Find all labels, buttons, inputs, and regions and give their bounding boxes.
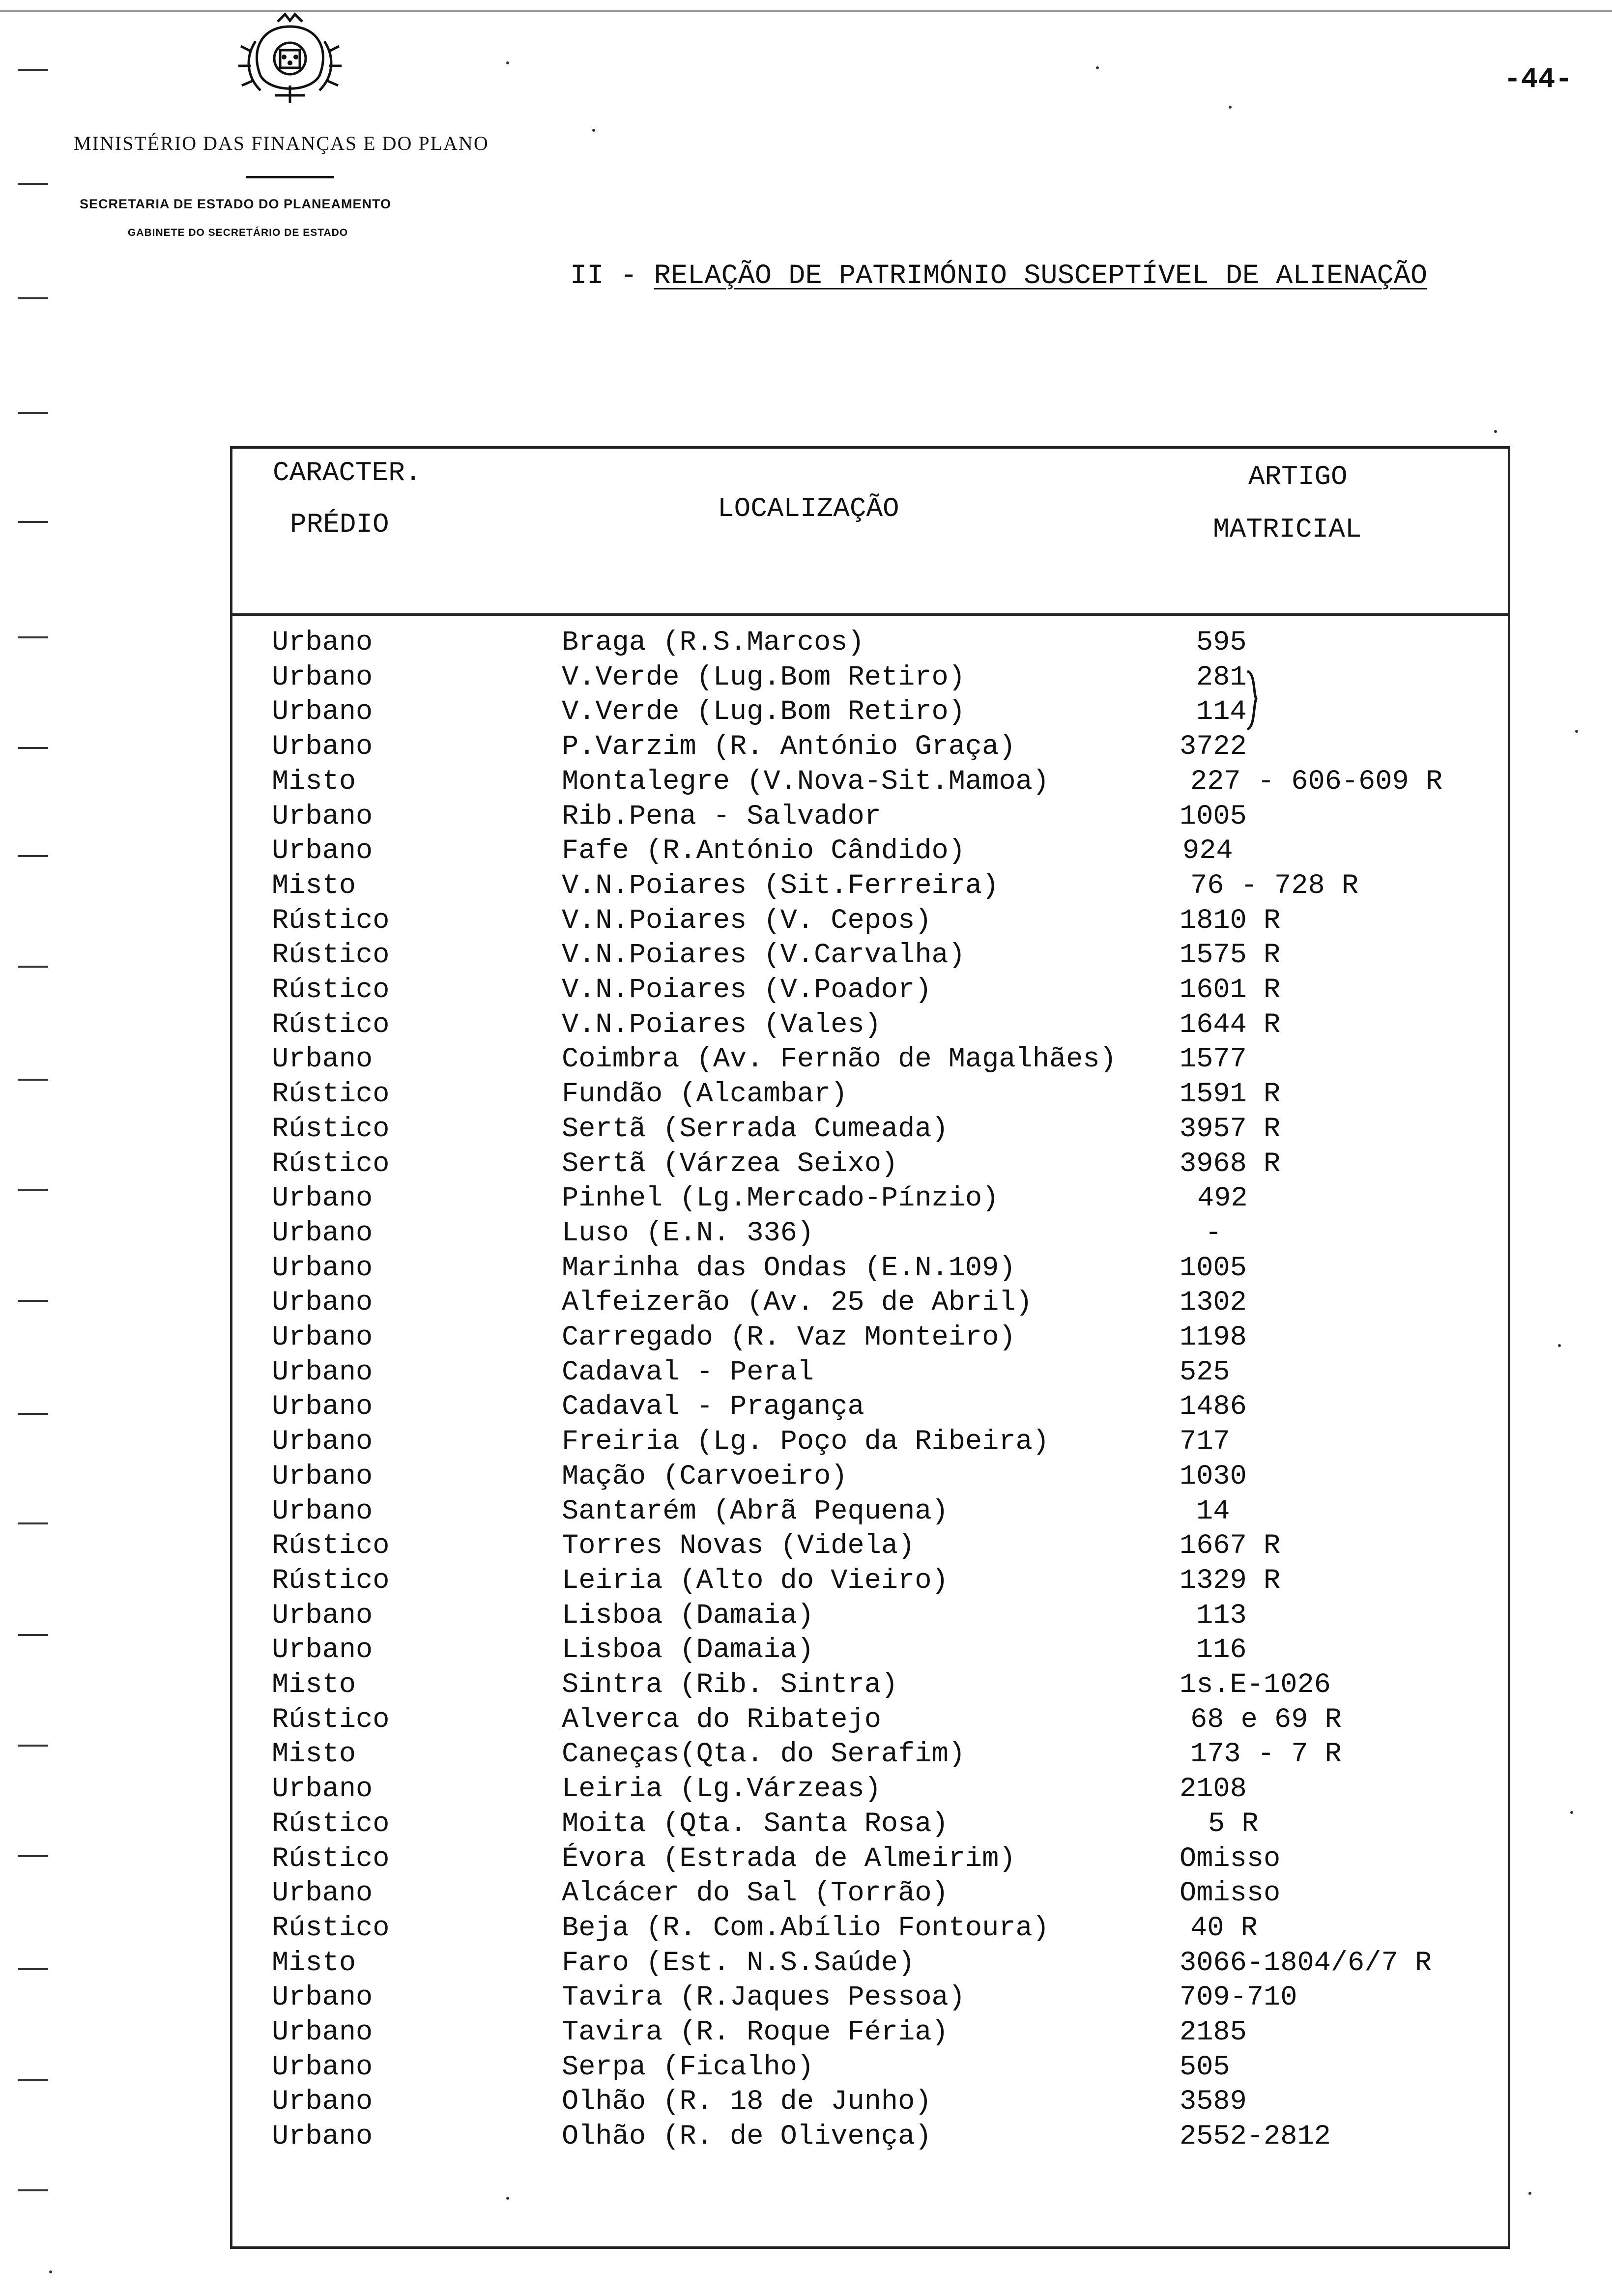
cell-artigo: 1198 [1180,1322,1247,1353]
cell-caracter: Urbano [272,801,373,832]
cell-localizacao: Marinha das Ondas (E.N.109) [562,1253,1016,1284]
cell-artigo: 709-710 [1180,1982,1297,2013]
table-row [0,766,1612,801]
cell-caracter: Rústico [272,1913,390,1944]
table-row [0,1600,1612,1635]
margin-mark [18,2189,48,2191]
cell-caracter: Rústico [272,905,390,937]
cell-localizacao: Santarém (Abrã Pequena) [562,1496,949,1527]
cell-localizacao: Olhão (R. 18 de Junho) [562,2086,932,2118]
section-number: II [570,260,604,292]
cell-localizacao: V.N.Poiares (V. Cepos) [562,905,932,937]
cell-artigo: 116 [1196,1635,1247,1666]
cell-localizacao: Alcácer do Sal (Torrão) [562,1878,949,1909]
table-row [0,2052,1612,2086]
table-row [0,1496,1612,1530]
cell-artigo: 227 - 606-609 R [1190,766,1443,798]
table-row [0,1218,1612,1252]
cell-artigo: 14 [1196,1496,1230,1527]
table-row [0,1739,1612,1773]
table-row [0,1426,1612,1461]
cell-artigo: 1486 [1180,1391,1247,1423]
cell-artigo: 3722 [1180,731,1247,763]
table-row [0,2121,1612,2155]
cell-localizacao: Lisboa (Damaia) [562,1600,814,1632]
table-row [0,1530,1612,1565]
table-row [0,1461,1612,1495]
table-row [0,1669,1612,1704]
cell-artigo: 1005 [1180,1253,1247,1284]
table-row [0,870,1612,905]
cell-localizacao: Serpa (Ficalho) [562,2052,814,2083]
cell-artigo: 281 [1196,662,1247,693]
cell-localizacao: Coimbra (Av. Fernão de Magalhães) [562,1044,1117,1075]
table-row [0,731,1612,766]
cell-artigo: 5 R [1208,1808,1259,1840]
cell-caracter: Urbano [272,1218,373,1249]
cell-caracter: Urbano [272,2121,373,2152]
cell-artigo: 1667 R [1180,1530,1281,1562]
table-row [0,1565,1612,1600]
table-row [0,1322,1612,1356]
cell-caracter: Urbano [272,1635,373,1666]
cell-artigo: 3957 R [1180,1114,1281,1145]
cell-caracter: Urbano [272,1774,373,1805]
cell-localizacao: Sertã (Várzea Seixo) [562,1148,898,1180]
cell-caracter: Rústico [272,1009,390,1041]
cell-artigo: 173 - 7 R [1190,1739,1342,1770]
cell-localizacao: Lisboa (Damaia) [562,1635,814,1666]
cell-artigo: Omisso [1180,1843,1281,1875]
cell-artigo: 1005 [1180,801,1247,832]
cell-artigo: 3589 [1180,2086,1247,2118]
cell-localizacao: Rib.Pena - Salvador [562,801,881,832]
table-row [0,1982,1612,2016]
column-header-caracter: CARACTER. [273,457,422,488]
cell-localizacao: Beja (R. Com.Abílio Fontoura) [562,1913,1049,1944]
cell-caracter: Rústico [272,1114,390,1145]
table-row [0,1287,1612,1321]
header-divider [246,176,334,178]
cell-localizacao: Caneças(Qta. do Serafim) [562,1739,965,1770]
secretaria-name: SECRETARIA DE ESTADO DO PLANEAMENTO [80,197,392,211]
cell-artigo: 505 [1180,2052,1230,2083]
table-row [0,1357,1612,1391]
cell-artigo: - [1205,1218,1222,1249]
table-row [0,835,1612,870]
scan-speck [1570,1811,1573,1814]
table-row [0,2017,1612,2051]
cell-localizacao: Alfeizerão (Av. 25 de Abril) [562,1287,1033,1319]
scan-speck [1096,66,1099,69]
table-header-divider [230,613,1510,616]
cell-localizacao: Montalegre (V.Nova-Sit.Mamoa) [562,766,1049,798]
cell-artigo: 1030 [1180,1461,1247,1492]
cell-caracter: Urbano [272,1391,373,1423]
scan-speck [506,61,509,64]
ministry-name: MINISTÉRIO DAS FINANÇAS E DO PLANO [74,132,489,154]
cell-caracter: Urbano [272,1982,373,2013]
column-header-matricial: MATRICIAL [1213,514,1362,545]
cell-localizacao: Braga (R.S.Marcos) [562,627,864,659]
margin-mark [18,412,48,414]
cell-caracter: Misto [272,1669,356,1701]
cell-caracter: Misto [272,870,356,902]
cell-localizacao: V.N.Poiares (Vales) [562,1009,881,1041]
cell-caracter: Urbano [272,731,373,763]
coat-of-arms-icon [231,12,349,105]
cell-localizacao: Leiria (Alto do Vieiro) [562,1565,949,1597]
cell-localizacao: Évora (Estrada de Almeirim) [562,1843,1016,1875]
cell-localizacao: V.N.Poiares (Sit.Ferreira) [562,870,999,902]
cell-caracter: Rústico [272,1565,390,1597]
cell-artigo: 3066-1804/6/7 R [1180,1948,1432,1979]
table-row [0,1635,1612,1669]
cell-caracter: Urbano [272,1322,373,1353]
cell-artigo: 2108 [1180,1774,1247,1805]
cell-localizacao: Sintra (Rib. Sintra) [562,1669,898,1701]
cell-artigo: 2185 [1180,2017,1247,2048]
cell-artigo: 1s.E-1026 [1180,1669,1331,1701]
cell-caracter: Urbano [272,1044,373,1075]
cell-caracter: Urbano [272,1426,373,1458]
cell-caracter: Rústico [272,975,390,1006]
cell-caracter: Urbano [272,835,373,867]
cell-localizacao: Freiria (Lg. Poço da Ribeira) [562,1426,1049,1458]
cell-artigo: 525 [1180,1357,1230,1388]
cell-artigo: 114 [1196,696,1247,728]
cell-caracter: Misto [272,766,356,798]
cell-caracter: Rústico [272,1808,390,1840]
cell-artigo: 3968 R [1180,1148,1281,1180]
cell-localizacao: Olhão (R. de Olivença) [562,2121,932,2152]
cell-artigo: 1644 R [1180,1009,1281,1041]
table-row [0,801,1612,835]
scan-speck [506,2197,509,2200]
table-row [0,1808,1612,1843]
cell-artigo: 2552-2812 [1180,2121,1331,2152]
table-row [0,2086,1612,2121]
cell-localizacao: Faro (Est. N.S.Saúde) [562,1948,915,1979]
cell-caracter: Misto [272,1948,356,1979]
cell-caracter: Urbano [272,2052,373,2083]
cell-localizacao: Cadaval - Pragança [562,1391,864,1423]
cell-caracter: Rústico [272,1530,390,1562]
scan-speck [1528,2192,1531,2195]
cell-localizacao: Torres Novas (Videla) [562,1530,915,1562]
cell-localizacao: Fundão (Alcambar) [562,1079,848,1110]
cell-caracter: Urbano [272,1496,373,1527]
cell-artigo: 595 [1196,627,1247,659]
cell-localizacao: Leiria (Lg.Várzeas) [562,1774,881,1805]
cell-caracter: Urbano [272,1287,373,1319]
table-row [0,1148,1612,1183]
table-row [0,1878,1612,1912]
cell-localizacao: V.N.Poiares (V.Poador) [562,975,932,1006]
table-row [0,940,1612,974]
table-row [0,975,1612,1009]
cell-artigo: 68 e 69 R [1190,1704,1342,1736]
cell-artigo: 113 [1196,1600,1247,1632]
cell-caracter: Rústico [272,1704,390,1736]
cell-caracter: Urbano [272,696,373,728]
cell-caracter: Urbano [272,1461,373,1492]
scan-speck [1575,730,1578,733]
cell-artigo: Omisso [1180,1878,1281,1909]
cell-caracter: Urbano [272,627,373,659]
table-row [0,1079,1612,1113]
cell-localizacao: Moita (Qta. Santa Rosa) [562,1808,949,1840]
cell-localizacao: Mação (Carvoeiro) [562,1461,848,1492]
table-row [0,1704,1612,1739]
cell-caracter: Rústico [272,1148,390,1180]
cell-artigo: 1575 R [1180,940,1281,971]
cell-caracter: Urbano [272,1878,373,1909]
scan-speck [1494,430,1497,433]
table-row [0,627,1612,661]
cell-caracter: Urbano [272,1253,373,1284]
column-header-artigo: ARTIGO [1248,461,1348,492]
margin-mark [18,521,48,523]
cell-caracter: Urbano [272,662,373,693]
cell-artigo: 1810 R [1180,905,1281,937]
table-row [0,1114,1612,1148]
cell-artigo: 1591 R [1180,1079,1281,1110]
table-row [0,1044,1612,1078]
column-header-localizacao: LOCALIZAÇÃO [718,493,899,524]
cell-caracter: Urbano [272,2086,373,2118]
cell-artigo: 1577 [1180,1044,1247,1075]
margin-mark [18,69,48,71]
cell-localizacao: Sertã (Serrada Cumeada) [562,1114,949,1145]
cell-localizacao: P.Varzim (R. António Graça) [562,731,1016,763]
cell-localizacao: Cadaval - Peral [562,1357,814,1388]
cell-caracter: Rústico [272,940,390,971]
table-row [0,1391,1612,1426]
table-row [0,1913,1612,1947]
cell-localizacao: Tavira (R. Roque Féria) [562,2017,949,2048]
table-row [0,1948,1612,1982]
cell-artigo: 1329 R [1180,1565,1281,1597]
gabinete-name: GABINETE DO SECRETÁRIO DE ESTADO [128,227,348,238]
cell-caracter: Misto [272,1739,356,1770]
table-row [0,1843,1612,1878]
cell-artigo: 492 [1197,1183,1248,1214]
cell-localizacao: Luso (E.N. 336) [562,1218,814,1249]
section-dash: - [620,260,637,292]
section-title [570,260,1427,292]
cell-localizacao: Pinhel (Lg.Mercado-Pínzio) [562,1183,999,1214]
cell-caracter: Rústico [272,1079,390,1110]
table-row [0,662,1612,696]
table-row [0,905,1612,940]
column-header-predio: PRÉDIO [290,509,389,540]
cell-artigo: 717 [1180,1426,1230,1458]
table-row [0,1253,1612,1287]
cell-artigo: 1302 [1180,1287,1247,1319]
scan-speck [1229,106,1232,109]
table-row [0,1183,1612,1217]
cell-caracter: Urbano [272,1357,373,1388]
cell-localizacao: Tavira (R.Jaques Pessoa) [562,1982,965,2013]
cell-artigo: 1601 R [1180,975,1281,1006]
cell-localizacao: Alverca do Ribatejo [562,1704,881,1736]
cell-localizacao: V.N.Poiares (V.Carvalha) [562,940,965,971]
margin-mark [18,183,48,185]
cell-artigo: 40 R [1190,1913,1258,1944]
cell-caracter: Rústico [272,1843,390,1875]
table-row [0,696,1612,731]
table-row [0,1774,1612,1808]
section-title-text: RELAÇÃO DE PATRIMÓNIO SUSCEPTÍVEL DE ALIENAÇÃO [654,260,1428,292]
page-number: -44- [1504,64,1573,96]
cell-artigo: 924 [1182,835,1233,867]
table-row [0,1009,1612,1044]
scan-speck [1558,1344,1561,1347]
margin-mark [18,297,48,299]
cell-localizacao: V.Verde (Lug.Bom Retiro) [562,662,965,693]
cell-artigo: 76 - 728 R [1190,870,1359,902]
cell-localizacao: Carregado (R. Vaz Monteiro) [562,1322,1016,1353]
cell-localizacao: Fafe (R.António Cândido) [562,835,965,867]
scan-speck [592,129,595,132]
cell-caracter: Urbano [272,1600,373,1632]
cell-localizacao: V.Verde (Lug.Bom Retiro) [562,696,965,728]
cell-caracter: Urbano [272,2017,373,2048]
scan-speck [49,2270,52,2273]
cell-caracter: Urbano [272,1183,373,1214]
